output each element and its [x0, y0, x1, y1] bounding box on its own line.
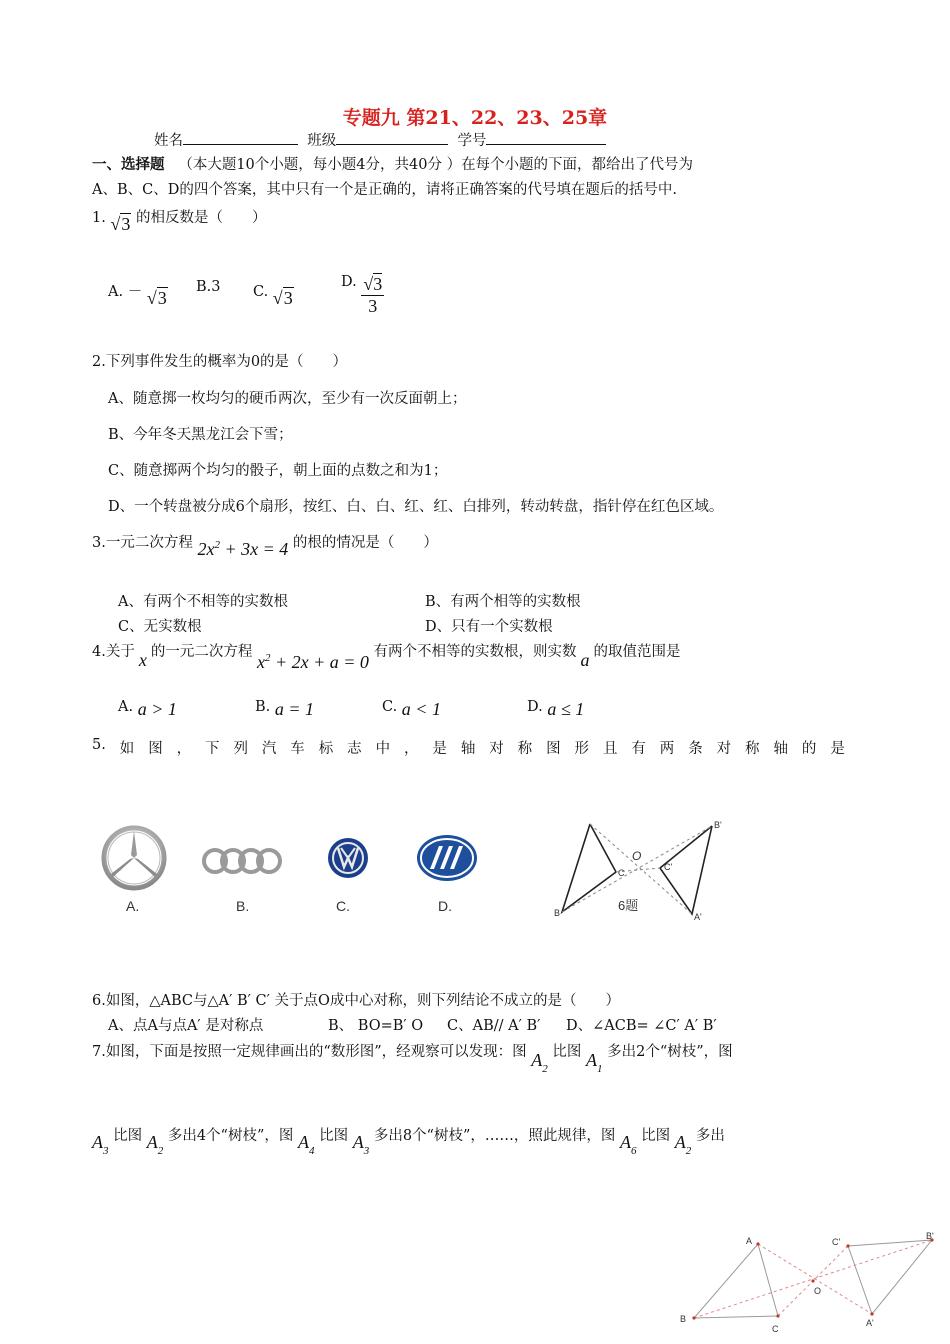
q1-stem — [92, 205, 267, 234]
bottom-fig-label-aprime: A' — [866, 1318, 874, 1328]
q6-symmetry-figure — [548, 818, 738, 922]
page-title: 专题九 第21、22、23、25章 — [342, 107, 608, 129]
q1-option-c: C. √3 — [253, 284, 293, 308]
lifan-logo-icon — [414, 832, 480, 884]
q1-text: 的相反数是（ ） — [135, 210, 267, 226]
audi-logo-icon — [200, 846, 286, 876]
name-blank[interactable] — [183, 129, 298, 145]
q6-stem: 6.如图，△ABC与△A′ B′ C′ 关于点O成中心对称，则下列结论不成立的是（ ） — [92, 993, 620, 1009]
section1-instructions-line1 — [92, 153, 693, 174]
q7-line2: $A_3$ 比图 $A_2$ 多出4个“树枝”，图 $A_4$ 比图 $A_3$ 多出8个“树枝”，……，照此规律，图 $A_6$ 比图 $A_2$ 多出 — [92, 1128, 725, 1157]
q4-equation: $x^2 + 2x + a = 0$ — [256, 652, 369, 672]
fig6-label-aprime: A' — [694, 912, 702, 922]
q7-line1: 7.如图，下面是按照一定规律画出的“数形图”，经观察可以发现：图 $A_2$ 比图 $A_1$ 多出2个“树枝”，图 — [92, 1044, 733, 1075]
q3-option-c: C、无实数根 — [118, 619, 202, 635]
q6-option-c: C、AB// A′ B′ — [447, 1018, 541, 1034]
q4-option-a: A. a > 1 — [118, 699, 177, 719]
q2-stem: 2.下列事件发生的概率为0的是（ ） — [92, 354, 348, 370]
bottom-fig-label-c: C — [772, 1324, 779, 1334]
q4-option-c: C. a < 1 — [382, 699, 441, 719]
bottom-fig-label-cprime: C' — [832, 1237, 841, 1247]
q1-number: 1. — [92, 210, 106, 226]
q1-option-d: D. $\frac{√3}{3}$ — [341, 274, 383, 316]
id-label: 学号 — [457, 133, 487, 149]
class-label: 班级 — [307, 133, 337, 149]
q5-stem: 5. 如 图 ， 下 列 汽 车 标 志 中 ， 是 轴 对 称 图 形 且 有 两 条 对 称 轴 的 是 — [92, 737, 845, 757]
q3-equation: $2x^2 + 3x = 4$ — [197, 539, 289, 559]
q3-option-b: B、有两个相等的实数根 — [425, 594, 581, 610]
bottom-symmetry-figure — [676, 1232, 944, 1338]
section1-instr-1: （本大题10个小题，每小题4分，共40分 ）在每个小题的下面，都给出了代号为 — [178, 157, 694, 173]
class-blank[interactable] — [336, 129, 448, 145]
q6-option-a: A、点A与点A′ 是对称点 — [108, 1018, 264, 1034]
q4-stem: 4.关于 x 的一元二次方程 $x^2 + 2x + a = 0$ 有两个不相等的实数根，则实数 a 的取值范围是 — [92, 644, 681, 672]
q3-option-a: A、有两个不相等的实数根 — [118, 594, 288, 610]
q6-option-d: D、∠ACB= ∠C′ A′ B′ — [566, 1018, 717, 1034]
bottom-fig-label-a: A — [746, 1236, 753, 1246]
q5-label-c: C. — [336, 898, 350, 914]
fig6-label-c: C — [618, 868, 625, 878]
fig6-label-cprime: C' — [664, 862, 673, 872]
fig6-label-b: B — [554, 908, 561, 918]
q5-label-a: A. — [126, 898, 140, 914]
bottom-fig-label-bprime: B' — [926, 1232, 934, 1241]
q2-option-c: C、随意掷两个均匀的骰子，朝上面的点数之和为1； — [108, 463, 448, 479]
id-blank[interactable] — [486, 129, 606, 145]
q5-label-b: B. — [236, 898, 250, 914]
bottom-fig-label-b: B — [680, 1314, 687, 1324]
q4-option-b: B. a = 1 — [255, 699, 315, 719]
q4-option-d: D. a ≤ 1 — [527, 699, 585, 719]
q2-option-a: A、随意掷一枚均匀的硬币两次，至少有一次反面朝上； — [108, 391, 467, 407]
name-label: 姓名 — [154, 133, 183, 149]
q3-option-d: D、只有一个实数根 — [425, 619, 553, 635]
q5-label-d: D. — [438, 898, 452, 914]
q2-option-b: B、今年冬天黑龙江会下雪； — [108, 427, 293, 443]
q1-option-b: B.3 — [196, 279, 221, 295]
fig6-caption: 6题 — [618, 898, 639, 913]
fig6-label-o: O — [632, 849, 642, 863]
q1-sqrt: √3 — [110, 214, 131, 234]
q3-stem: 3.一元二次方程 $2x^2 + 3x = 4$ 的根的情况是（ ） — [92, 535, 438, 559]
section1-heading: 一、选择题 — [92, 156, 165, 173]
fig6-label-bprime: B' — [714, 820, 722, 830]
q6-option-b: B、 BO=B′ O — [328, 1018, 424, 1034]
bottom-fig-label-o: O — [814, 1286, 822, 1296]
section1-instructions-line2: A、B、C、D的四个答案，其中只有一个是正确的，请将正确答案的代号填在题后的括号中. — [92, 182, 677, 198]
q2-option-d: D、一个转盘被分成6个扇形，按红、白、白、红、红、白排列，转动转盘，指针停在红色区域。 — [108, 499, 724, 515]
volkswagen-logo-icon — [326, 836, 370, 880]
q1-option-a: A. － √3 — [108, 284, 167, 308]
mercedes-logo-icon — [100, 822, 170, 894]
student-info-line — [154, 129, 606, 150]
